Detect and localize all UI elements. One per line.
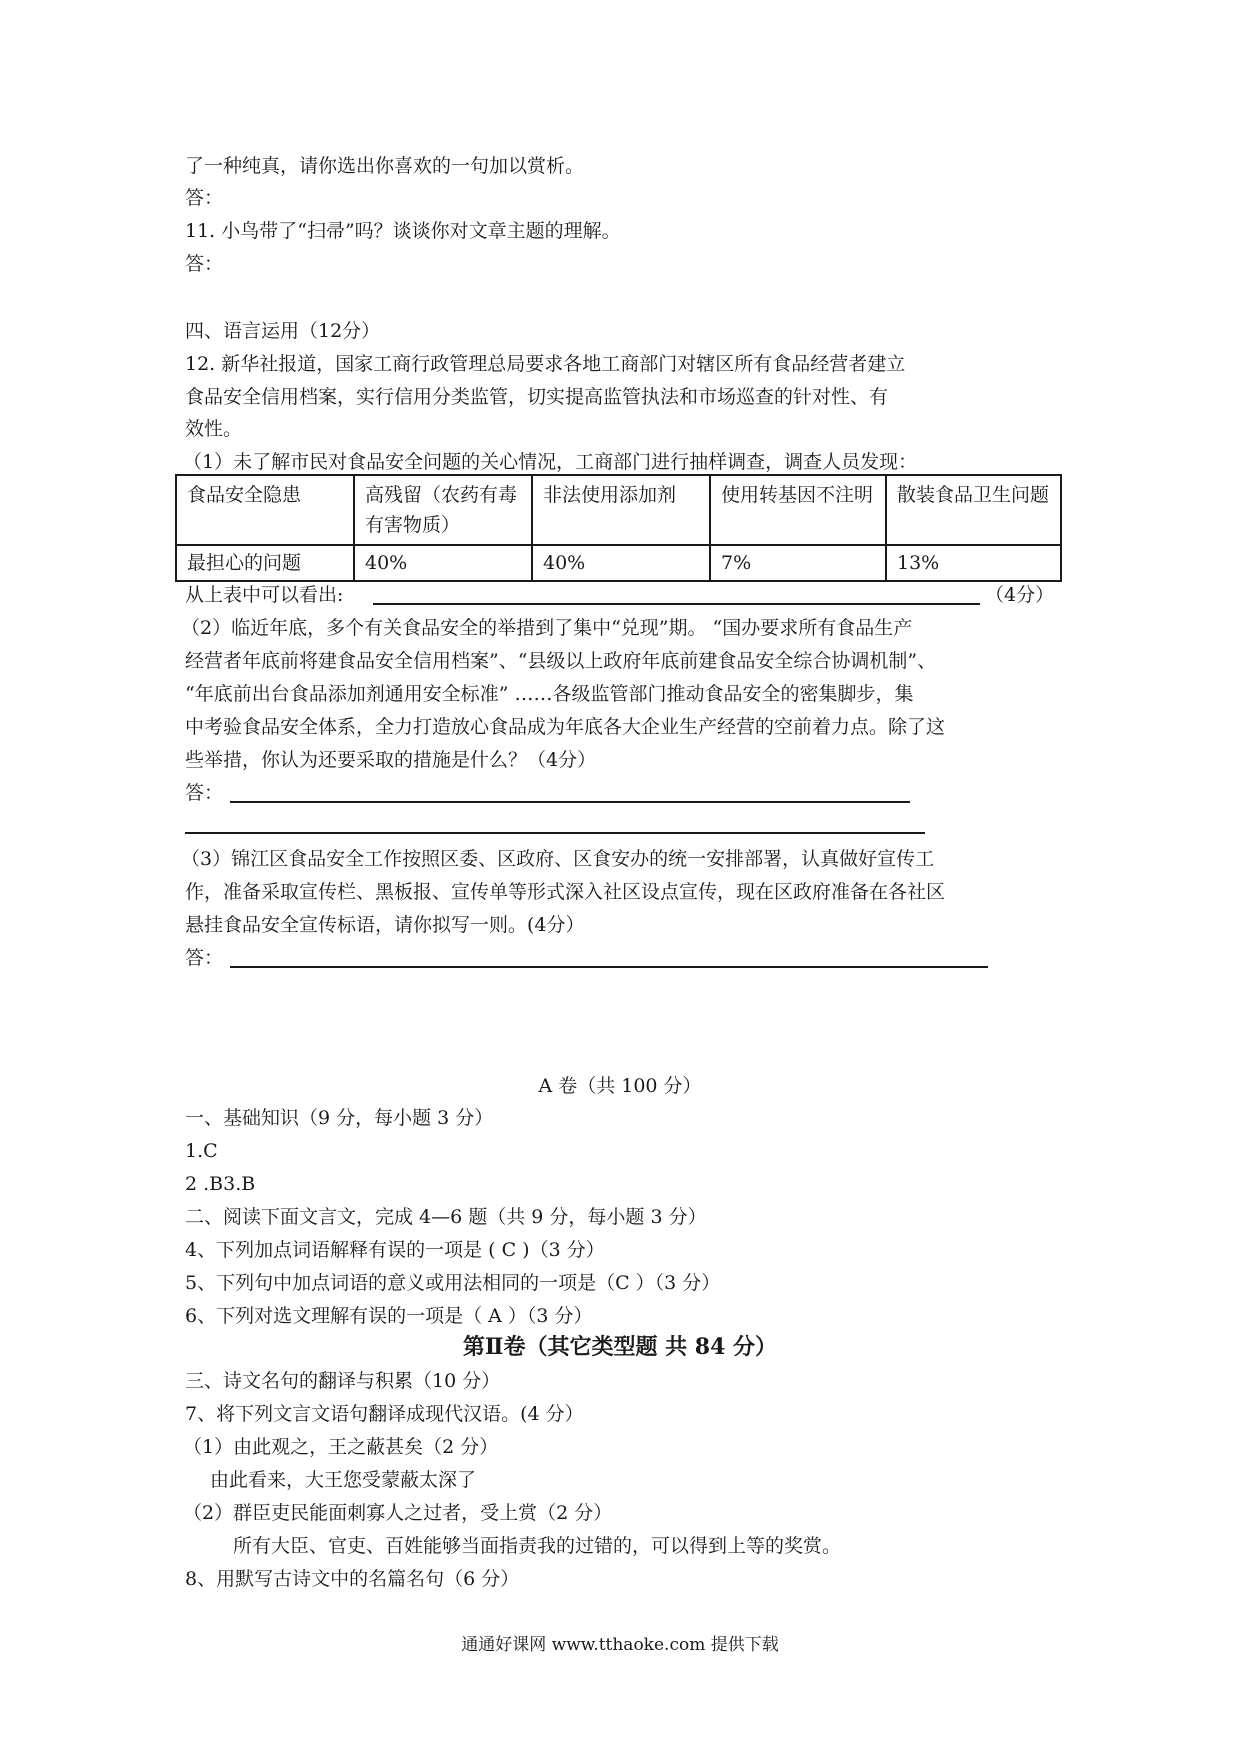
table-cell: 散装食品卫生问题 [886, 475, 1061, 545]
table-conclusion-label: 从上表中可以看出: [185, 584, 344, 606]
answer-item: 4、下列加点词语解释有误的一项是 ( C )（3 分） [185, 1239, 605, 1261]
question-12-part-3-line: 作，准备采取宣传栏、黑板报、宣传单等形式深入社区设点宣传，现在区政府准备在各社区 [185, 881, 946, 903]
answer-blank-line[interactable] [230, 966, 988, 968]
table-cell: 高残留（农药有毒有害物质） [354, 475, 532, 545]
page-footer: 通通好课网 www.tthaoke.com 提供下载 [461, 1635, 779, 1655]
table-cell: 7% [710, 545, 886, 581]
answer-label: 答： [185, 947, 224, 969]
answer-item: 1.C [185, 1140, 218, 1162]
answer-translation: 所有大臣、官吏、百姓能够当面指责我的过错的，可以得到上等的奖赏。 [233, 1535, 842, 1557]
answer-section-heading: 三、诗文名句的翻译与积累（10 分） [185, 1370, 501, 1392]
answer-blank-line[interactable] [373, 603, 980, 605]
question-12-line: 食品安全信用档案，实行信用分类监管，切实提高监管执法和市场巡查的针对性、有 [185, 386, 889, 408]
volume-2-title: 第Ⅱ卷（其它类型题 共 84 分） [462, 1334, 778, 1360]
question-12-line: 效性。 [185, 418, 243, 440]
table-header-row [176, 475, 1061, 545]
answer-blank-line[interactable] [230, 801, 910, 803]
section-a-title: A 卷（共 100 分） [538, 1075, 702, 1097]
question-12-part-3-line: （3）锦江区食品安全工作按照区委、区政府、区食安办的统一安排部署，认真做好宣传工 [181, 848, 935, 870]
question-12-part-2-line: “年底前出台食品添加剂通用安全标准” ……各级监管部门推动食品安全的密集脚步，集 [185, 683, 914, 705]
table-row [176, 545, 1061, 581]
answer-item: 8、用默写古诗文中的名篇名句（6 分） [185, 1568, 520, 1590]
answer-item: 5、下列句中加点词语的意义或用法相同的一项是（C ）（3 分） [185, 1272, 721, 1294]
answer-label: 答： [185, 782, 224, 804]
answer-item: 7、将下列文言文语句翻译成现代汉语。(4 分） [185, 1403, 584, 1425]
table-cell: 13% [886, 545, 1061, 581]
question-12-part-1: （1）未了解市民对食品安全问题的关心情况，工商部门进行抽样调查，调查人员发现： [183, 451, 918, 473]
answer-section-heading: 二、阅读下面文言文，完成 4—6 题（共 9 分，每小题 3 分） [185, 1206, 707, 1228]
answer-item: 6、下列对选文理解有误的一项是（ A ）（3 分） [185, 1305, 593, 1327]
question-12-part-2-line: 中考验食品安全体系，全力打造放心食品成为年底各大企业生产经营的空前着力点。除了这 [185, 716, 946, 738]
question-10-continuation: 了一种纯真，请你选出你喜欢的一句加以赏析。 [185, 155, 585, 177]
question-12-part-3-line: 悬挂食品安全宣传标语，请你拟写一则。(4分） [185, 914, 585, 936]
answer-label: 答： [185, 253, 224, 275]
answer-item: （1）由此观之，王之蔽甚矣（2 分） [183, 1436, 499, 1458]
table-cell: 食品安全隐患 [176, 475, 354, 545]
question-12-part-2-line: 经营者年底前将建食品安全信用档案”、“县级以上政府年底前建食品安全综合协调机制”、 [185, 650, 937, 672]
table-cell: 非法使用添加剂 [532, 475, 710, 545]
table-cell: 40% [354, 545, 532, 581]
answer-label: 答： [185, 187, 224, 209]
table-cell: 使用转基因不注明 [710, 475, 886, 545]
question-11: 11. 小鸟带了“扫帚”吗？谈谈你对文章主题的理解。 [185, 220, 621, 242]
answer-item: （2）群臣吏民能面刺寡人之过者，受上赏（2 分） [183, 1502, 613, 1524]
answer-translation: 由此看来，大王您受蒙蔽太深了 [210, 1469, 477, 1491]
answer-section-heading: 一、基础知识（9 分，每小题 3 分） [185, 1107, 494, 1129]
answer-item: 2 .B3.B [185, 1173, 256, 1195]
table-cell: 40% [532, 545, 710, 581]
answer-blank-line[interactable] [185, 832, 925, 834]
section-4-heading: 四、语言运用（12分） [185, 320, 381, 342]
question-12-line: 12. 新华社报道，国家工商行政管理总局要求各地工商部门对辖区所有食品经营者建立 [185, 353, 906, 375]
question-12-part-2-line: （2）临近年底，多个有关食品安全的举措到了集中“兑现”期。 “国办要求所有食品生产 [181, 617, 913, 639]
table-cell: 最担心的问题 [176, 545, 354, 581]
question-12-part-2-line: 些举措，你认为还要采取的措施是什么？（4分） [185, 749, 597, 771]
survey-table [175, 474, 1062, 582]
score-label: （4分） [985, 584, 1055, 606]
